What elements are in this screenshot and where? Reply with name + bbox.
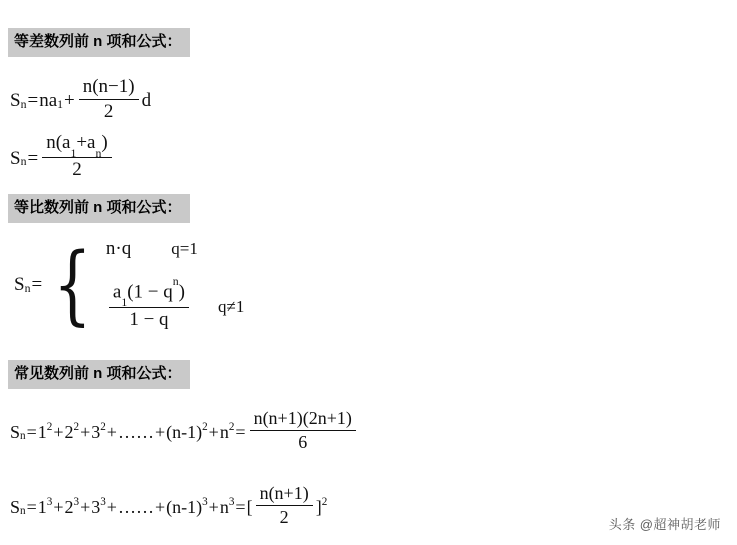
plus-sign: + bbox=[154, 421, 166, 442]
plus-sign: + bbox=[53, 496, 64, 517]
superscript-2: 2 bbox=[321, 496, 328, 509]
equals-sign: = bbox=[31, 274, 43, 296]
num-close: ) bbox=[178, 281, 185, 303]
symbol-S: S bbox=[10, 147, 21, 169]
superscript-2: 2 bbox=[202, 421, 208, 434]
plus-sign: + bbox=[53, 421, 64, 442]
subscript-n: n bbox=[95, 146, 102, 160]
superscript-3: 3 bbox=[73, 496, 80, 509]
term-a: a bbox=[112, 281, 122, 303]
term-1: 1 bbox=[37, 421, 47, 442]
plus-sign: + bbox=[208, 421, 219, 442]
term-3: 3 bbox=[91, 421, 101, 442]
num-part-open: n(a bbox=[46, 132, 71, 154]
section-title-geometric: 等比数列前 n 项和公式： bbox=[8, 194, 190, 223]
term-3: 3 bbox=[91, 496, 101, 517]
subscript-n: n bbox=[24, 282, 31, 296]
num-part-close: ) bbox=[101, 132, 108, 154]
fraction-denominator: 2 bbox=[256, 505, 313, 528]
case-row-q-not-equal-1 bbox=[106, 274, 245, 333]
subscript-n: n bbox=[20, 155, 27, 169]
symbol-S: S bbox=[14, 274, 25, 296]
ellipsis: …… bbox=[117, 421, 154, 442]
fraction-denominator: 1 − q bbox=[109, 307, 189, 331]
subscript-1: 1 bbox=[57, 98, 64, 112]
symbol-S: S bbox=[10, 90, 21, 112]
term-n-minus-1: (n-1) bbox=[166, 421, 203, 442]
section-title-arithmetic-wrap bbox=[8, 28, 190, 57]
fraction-numerator: n(n+1)(2n+1) bbox=[253, 408, 352, 429]
term-na: na bbox=[39, 90, 58, 112]
fraction-denominator: 2 bbox=[79, 99, 139, 123]
fraction-n-n1-over-2 bbox=[256, 483, 313, 527]
symbol-S: S bbox=[10, 496, 21, 517]
term-1: 1 bbox=[37, 496, 47, 517]
num-part-mid: +a bbox=[76, 132, 96, 154]
equals-sign: = bbox=[26, 496, 37, 517]
bracket-open: [ bbox=[246, 496, 253, 517]
subscript-n: n bbox=[20, 98, 27, 112]
term-2: 2 bbox=[64, 421, 74, 442]
term-2: 2 bbox=[64, 496, 74, 517]
formula-sum-of-squares bbox=[10, 410, 359, 454]
plus-sign: + bbox=[80, 421, 91, 442]
formula-arithmetic-sum-1 bbox=[10, 78, 151, 125]
section-title-common-wrap bbox=[8, 360, 190, 389]
equals-sign: = bbox=[27, 90, 39, 112]
cases-rows bbox=[106, 238, 244, 333]
subscript-n: n bbox=[20, 429, 26, 442]
plus-sign: + bbox=[154, 496, 166, 517]
case-expression-nq: n·q bbox=[105, 238, 132, 259]
fraction-denominator: 2 bbox=[42, 157, 112, 181]
case-condition-q-equals-1: q=1 bbox=[171, 239, 198, 258]
ellipsis: …… bbox=[117, 496, 154, 517]
num-open: (1 − q bbox=[127, 281, 173, 303]
term-n: n bbox=[219, 421, 229, 442]
fraction-numerator: n(n+1) bbox=[259, 483, 309, 504]
fraction-n-a1-plus-an-over-2 bbox=[42, 132, 112, 181]
formula-sum-of-cubes bbox=[10, 485, 327, 529]
superscript-n: n bbox=[172, 274, 179, 288]
fraction-numerator bbox=[42, 132, 112, 160]
fraction-denominator: 6 bbox=[250, 430, 356, 453]
fraction-n-n-minus-1-over-2 bbox=[79, 76, 139, 123]
section-title-common: 常见数列前 n 项和公式： bbox=[8, 360, 190, 389]
subscript-1: 1 bbox=[70, 146, 77, 160]
term-n: n bbox=[219, 496, 229, 517]
plus-sign: + bbox=[64, 90, 75, 112]
superscript-3: 3 bbox=[46, 496, 53, 509]
cases-group bbox=[43, 235, 245, 335]
plus-sign: + bbox=[106, 421, 117, 442]
superscript-2: 2 bbox=[100, 421, 106, 434]
formula-arithmetic-sum-2 bbox=[10, 134, 115, 183]
watermark-credit: 头条 @超神胡老师 bbox=[608, 517, 721, 532]
case-row-q-equals-1 bbox=[106, 238, 244, 260]
symbol-S: S bbox=[10, 421, 21, 442]
bracket-close: ] bbox=[315, 496, 322, 517]
equals-sign: = bbox=[27, 147, 39, 169]
fraction-a1-1-minus-qn-over-1-minus-q bbox=[109, 274, 189, 331]
equals-sign: = bbox=[26, 421, 37, 442]
term-d: d bbox=[141, 90, 152, 112]
plus-sign: + bbox=[208, 496, 219, 517]
left-brace-icon: { bbox=[53, 235, 92, 335]
subscript-1: 1 bbox=[121, 296, 128, 309]
plus-sign: + bbox=[106, 496, 117, 517]
fraction-numerator bbox=[109, 274, 189, 309]
subscript-n: n bbox=[20, 504, 26, 517]
fraction-numerator: n(n−1) bbox=[82, 76, 135, 98]
superscript-3: 3 bbox=[228, 496, 235, 509]
superscript-3: 3 bbox=[100, 496, 106, 509]
equals-sign: = bbox=[235, 421, 246, 442]
superscript-2: 2 bbox=[73, 421, 80, 434]
formula-geometric-sum-cases bbox=[14, 235, 245, 335]
superscript-3: 3 bbox=[202, 496, 208, 509]
equals-sign: = bbox=[235, 496, 246, 517]
section-title-geometric-wrap bbox=[8, 194, 190, 223]
term-n-minus-1: (n-1) bbox=[166, 496, 203, 517]
superscript-2: 2 bbox=[228, 421, 235, 434]
plus-sign: + bbox=[80, 496, 91, 517]
section-title-arithmetic: 等差数列前 n 项和公式： bbox=[8, 28, 190, 57]
case-condition-q-not-equal-1: q≠1 bbox=[218, 297, 245, 317]
superscript-2: 2 bbox=[46, 421, 53, 434]
fraction-n-n1-2n1-over-6 bbox=[250, 408, 356, 452]
